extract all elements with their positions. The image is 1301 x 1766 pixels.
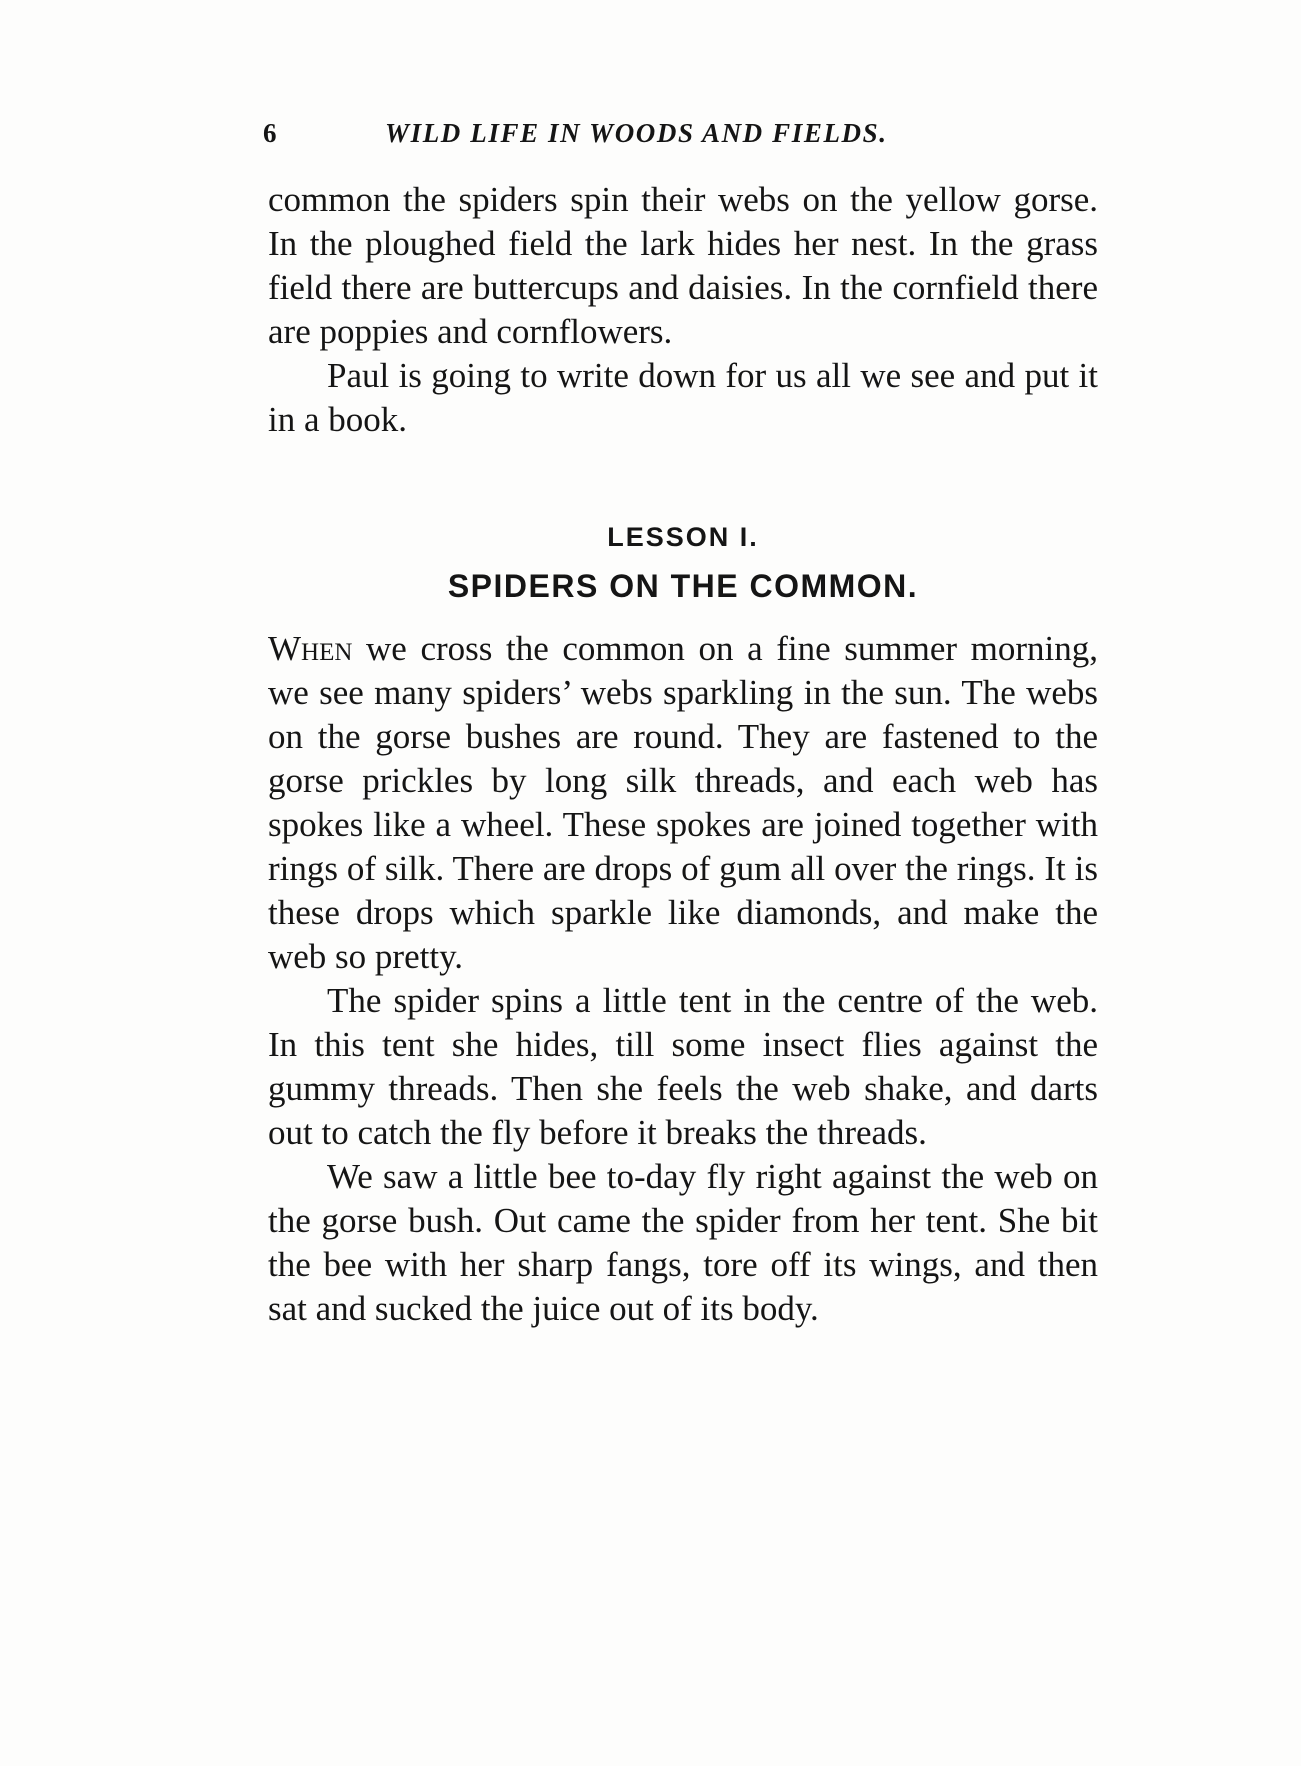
lesson-paragraph-1 [268, 627, 1098, 979]
lesson-first-word: When [268, 629, 353, 668]
lesson-text [268, 627, 1098, 1331]
page-number: 6 [263, 118, 277, 148]
lesson-paragraph-3: We saw a little bee to-day fly right against the web on the gorse bush. Out came the spider from her tent. She bit the bee with her sharp fangs, tore off its wings, and then sat and sucked the juice out of its body. [268, 1157, 1098, 1328]
lesson-paragraph-2: The spider spins a little tent in the centre of the web. In this tent she hides, till some insect flies against the gummy threads. Then she feels the web shake, and darts out to catch the fly before it breaks the threads. [268, 981, 1098, 1152]
intro-text [268, 178, 1098, 442]
running-title: WILD LIFE IN WOODS AND FIELDS. [385, 118, 888, 148]
running-head [263, 118, 1103, 158]
lesson-title: SPIDERS ON THE COMMON. [447, 568, 919, 604]
lesson-paragraph-1-text: we cross the common on a fine summer morning, we see many spiders’ webs sparkling in the sun. The webs on the gorse bushes are round. They are fastened to the gorse prickles by long silk threads, and each web has spokes like a wheel. These spokes are joined together with rings of silk. There are drops of gum all over the rings. It is these drops which sparkle like diamonds, and make the web so pretty. [268, 629, 1098, 976]
intro-paragraph-1: common the spiders spin their webs on the yellow gorse. In the ploughed field the lark hides her nest. In the grass field there are buttercups and daisies. In the cornfield there are poppies and cornflowers. [268, 180, 1098, 351]
lesson-number: LESSON I. [607, 522, 759, 552]
intro-paragraph-2: Paul is going to write down for us all we see and put it in a book. [268, 356, 1098, 439]
